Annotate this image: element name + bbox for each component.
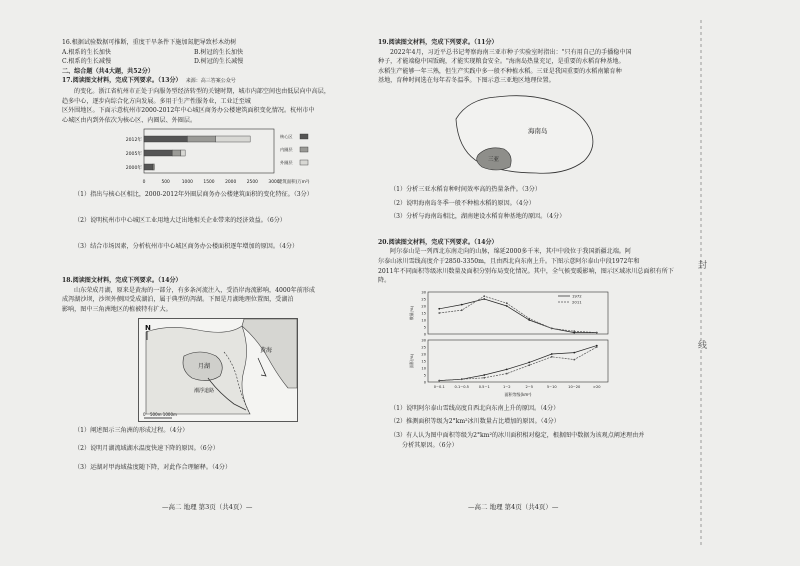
q17-sub-2: （2）说明杭州市中心城区工业用地大迁出地相关企业带来的经济效益。（6分） [74,216,286,224]
q20-data-point [596,331,598,333]
q19-sub-1: （1）分析三亚水稻育种时间效率高的热量条件。（3分） [390,185,541,193]
q17-x-tick: 1500 [203,180,215,186]
q17-legend-swatch [300,147,308,152]
left-footer: —高二 地理 第3页（共4页）— [162,503,253,511]
q19-line-3: 水稻生产能够一年三熟，但生产实践中多一般不种植水稻。三亚是我国重要的水稻南繁育种 [378,67,622,75]
q20-series-line [439,347,597,381]
q17-legend-label: 核心区 [280,134,293,140]
q18-line-3: 影响，图中三角洲地区的植被特有扩大。 [62,305,172,313]
q20-y-tick: 25 [421,345,426,350]
q20-y-tick: 20 [421,352,426,357]
q20-x-tick: 10~20 [568,384,581,389]
q17-heading [62,76,367,87]
q17-legend-swatch [300,160,308,165]
q20-data-point [551,356,553,358]
q20-x-tick: 0.1~0.5 [454,384,469,389]
q18-scale-km: 500m 1000m [150,411,177,417]
section2-heading: 二、综合题（共4大题，共52分） [62,67,154,75]
q19-label-sanya: 三亚 [488,156,500,163]
q17-x-tick: 2000 [225,180,237,186]
q20-y-tick: 15 [421,311,426,316]
q20-heading: 20.阅读图文材料，完成下列要求。（14分） [378,238,498,246]
q18-sub-1: （1）阐述图示三角洲的形成过程。（4分） [74,426,189,434]
q20-data-point [528,317,530,319]
q16-options-row-1 [62,48,367,58]
q16-option-a: A.根系的生长加快 [62,48,111,56]
q16-option-c: C.根系的生长减慢 [62,58,112,66]
right-column [378,38,676,450]
q20-x-tick: 0~0.1 [433,384,445,389]
q16-option-b: B.树冠的生长加快 [194,48,244,56]
q20-data-point [596,346,598,348]
q18-map [138,318,298,422]
q17-legend-label: 内圈层 [280,147,293,153]
q17-sub-3: （3）结合市场因素，分析杭州市中心城区商务办公楼面积逐年增加的原因。（4分） [74,242,299,250]
q20-panel-frame [428,340,608,382]
q17-x-tick: 3000 [268,180,280,186]
q17-legend-label: 外圈层 [280,160,293,166]
q20-y-tick: 0 [423,332,426,337]
q17-bar-segment [216,136,251,142]
q17-category-label: 2005年 [125,152,142,158]
q20-data-point [528,361,530,363]
q18-label-moon-lake: 月湖 [198,362,211,370]
q17-x-tick: 0 [142,180,146,186]
q17-line-3: 趋多中心，逐步向综合化方向发展。多用于生产性服务业，工业迁至城 [62,97,251,105]
binding-char-line: 线 [698,341,708,351]
q17-x-tick: 2500 [246,180,258,186]
q17-category-label: 2012年 [125,138,142,144]
q17-line-2: 的变化。浙江省杭州市正处于向服务型经济转型的关键时期，城市内部空间也由低层向中高层， [74,87,330,95]
q19-line-4: 基地，育种时间选在每年若冬温季。下图示意三亚地区地理位置。 [378,77,555,85]
q18-label-yellow-sea: 黄海 [260,346,273,354]
q20-y-tick: 15 [421,359,426,364]
q20-data-point [506,305,508,307]
q20-x-tick: 5~10 [546,384,557,389]
q17-head-text: 17.阅读图文材料，完成下列要求。（13分） [62,77,182,85]
q20-y-tick: 30 [421,338,426,343]
q19-line-2: 种子，才能端稳中国饭碗，才能实现粮食安全。"海南岛热量充足，是重要的水稻育种基地。 [378,58,625,66]
q17-category-label: 2000年 [125,166,142,172]
q20-y-tick: 5 [423,325,426,330]
q18-line-2: 成泻湖沙坝，沙坝外侧因受成湖泊，属于典型的泻湖。下图是月湖地理位置图，受湖泊 [62,296,294,304]
q20-data-point [483,377,485,379]
q20-y-tick: 10 [421,318,426,323]
q20-data-point [438,308,440,310]
q16-options-row-2 [62,57,367,67]
q19-sub-2: （2）说明海南岛冬季一般不种植水稻的原因。（4分） [390,199,535,207]
q20-data-point [438,379,440,381]
q17-bar-segment [172,150,181,156]
q16-option-d: D.树冠的生长减慢 [194,58,244,66]
q17-x-tick: 1000 [181,180,193,186]
left-column [62,38,367,472]
q17-bar-segment [181,150,185,156]
q20-data-point [483,374,485,376]
q17-x-label: 建筑面积(万m²) [278,180,310,186]
q17-source: 来源：高三答案公众号 [185,78,236,85]
q20-y-label: 数量(%) [409,305,414,320]
q17-bar-segment [144,150,172,156]
q18-line-1: 山东荣成月湖，原来是黄海的一部分，有多条河流注入，受沿岸海流影响，4000年前形成 [74,286,315,294]
q20-x-label: 面积等级(km²) [504,391,532,397]
q18-north-arrow: N [145,323,151,332]
q20-data-point [506,368,508,370]
q20-y-tick: 20 [421,304,426,309]
q18-heading: 18.阅读图文材料，完成下列要求。（14分） [62,277,182,285]
q20-data-point [551,327,553,329]
q20-data-point [483,298,485,300]
q17-bar-segment [187,136,215,142]
q17-bar-chart [118,128,368,186]
q20-line-1: 阿尔泰山是一列西北东南走向的山脉，绵延2000多千米，其中中段位于我国新疆北端。阿 [390,248,631,256]
q18-sub-2: （2）说明月湖流域湖水温度快速下降的原因。（6分） [74,445,219,453]
q17-line-5: 心城区由内到外依次为核心区、内圈层、外圈层。 [62,116,197,124]
q20-data-point [528,364,530,366]
q17-bar-segment [144,136,187,142]
q20-sub-3a: （3）有人认为图中面积等级为2°km²的冰川面积相对稳定，根据图中数据为该观点阐述理由并 [390,431,645,439]
q18-scale-zero: 0 [143,411,146,417]
binding-line [686,0,716,566]
q20-data-point [573,351,575,353]
q20-legend-label: 1972 [572,293,582,299]
q20-y-label: 面积(%) [409,353,414,368]
q20-data-point [461,378,463,380]
q19-map [448,89,608,181]
q20-sub-3b: 分析其原因。（6分） [402,441,458,449]
q20-line-3: 2011年不同面积等级冰川数量及面积分别布局变化情况。其中，全气候变暖影响，图示区域冰川总面积有所下降。 [378,267,674,285]
q20-y-tick: 30 [421,290,426,295]
q16-stem: 16.根据试验数据可推断，重度干旱条件下施加氮肥导致杉木幼树 [62,39,237,46]
q17-bar-segment [144,164,153,170]
q19-island-outline [456,96,593,174]
q20-x-tick: 1~2 [502,384,511,389]
q20-data-point [461,303,463,305]
q20-y-tick: 5 [423,373,426,378]
q18-sub-3: （3）运湖对甲海域盐度随下降，对此作合理解释。（4分） [74,463,232,471]
q20-data-point [551,353,553,355]
q20-legend-label: 2011 [572,299,582,305]
q19-line-1: 2022年4月，习近平总书记考察海南三亚市种子实验室时指出："只有用自己的手播稳中国 [390,48,632,56]
q20-data-point [573,330,575,332]
q17-legend-swatch [300,134,308,139]
q19-label-island: 海南岛 [528,126,548,135]
right-footer: —高二 地理 第4页（共4页）— [468,503,559,511]
q20-y-tick: 25 [421,297,426,302]
q20-y-tick: 10 [421,366,426,371]
q20-y-tick: 0 [423,380,426,385]
q19-heading: 19.阅读图文材料，完成下列要求。（11分） [378,39,498,46]
q20-sub-1: （1）说明阿尔泰山雪线高度自西北向东南上升的原因。（4分） [390,404,560,412]
q17-x-tick: 500 [161,180,170,186]
q18-label-lagoon: 潮浮道路 [194,387,215,394]
q20-line-2: 尔泰山冰川雪线高度介于2850-3350m，且由西北向东南上升。下图示意阿尔泰山中段1972年和 [378,257,640,265]
q20-x-tick: 0.5~1 [478,384,490,389]
q20-data-point [483,295,485,297]
q20-data-point [573,358,575,360]
q20-series-line [439,345,597,380]
q19-sub-3: （3）分析与海南岛相比，湖南建设水稻育种基地的原因。（4分） [390,213,566,221]
q20-data-point [506,302,508,304]
q17-sub-1: （1）指出与核心区相比，2000-2012年外圈层商务办公楼建筑面积的变化特征。（3分） [74,191,313,199]
q20-data-point [506,372,508,374]
binding-char-seal: 封 [698,261,708,271]
q20-data-point [438,312,440,314]
q20-x-tick: 2~5 [525,384,534,389]
q20-x-tick: >20 [592,384,601,389]
q17-line-4: 区外围地区。下面示意杭州市2000-2012年中心城区商务办公楼建筑面积变化情况。杭州市中 [62,107,315,115]
q20-line-charts [408,288,648,400]
q20-data-point [461,309,463,311]
q20-sub-2: （2）推测面积等级为2°km²冰川数量占比增加的原因。（4分） [390,418,560,426]
